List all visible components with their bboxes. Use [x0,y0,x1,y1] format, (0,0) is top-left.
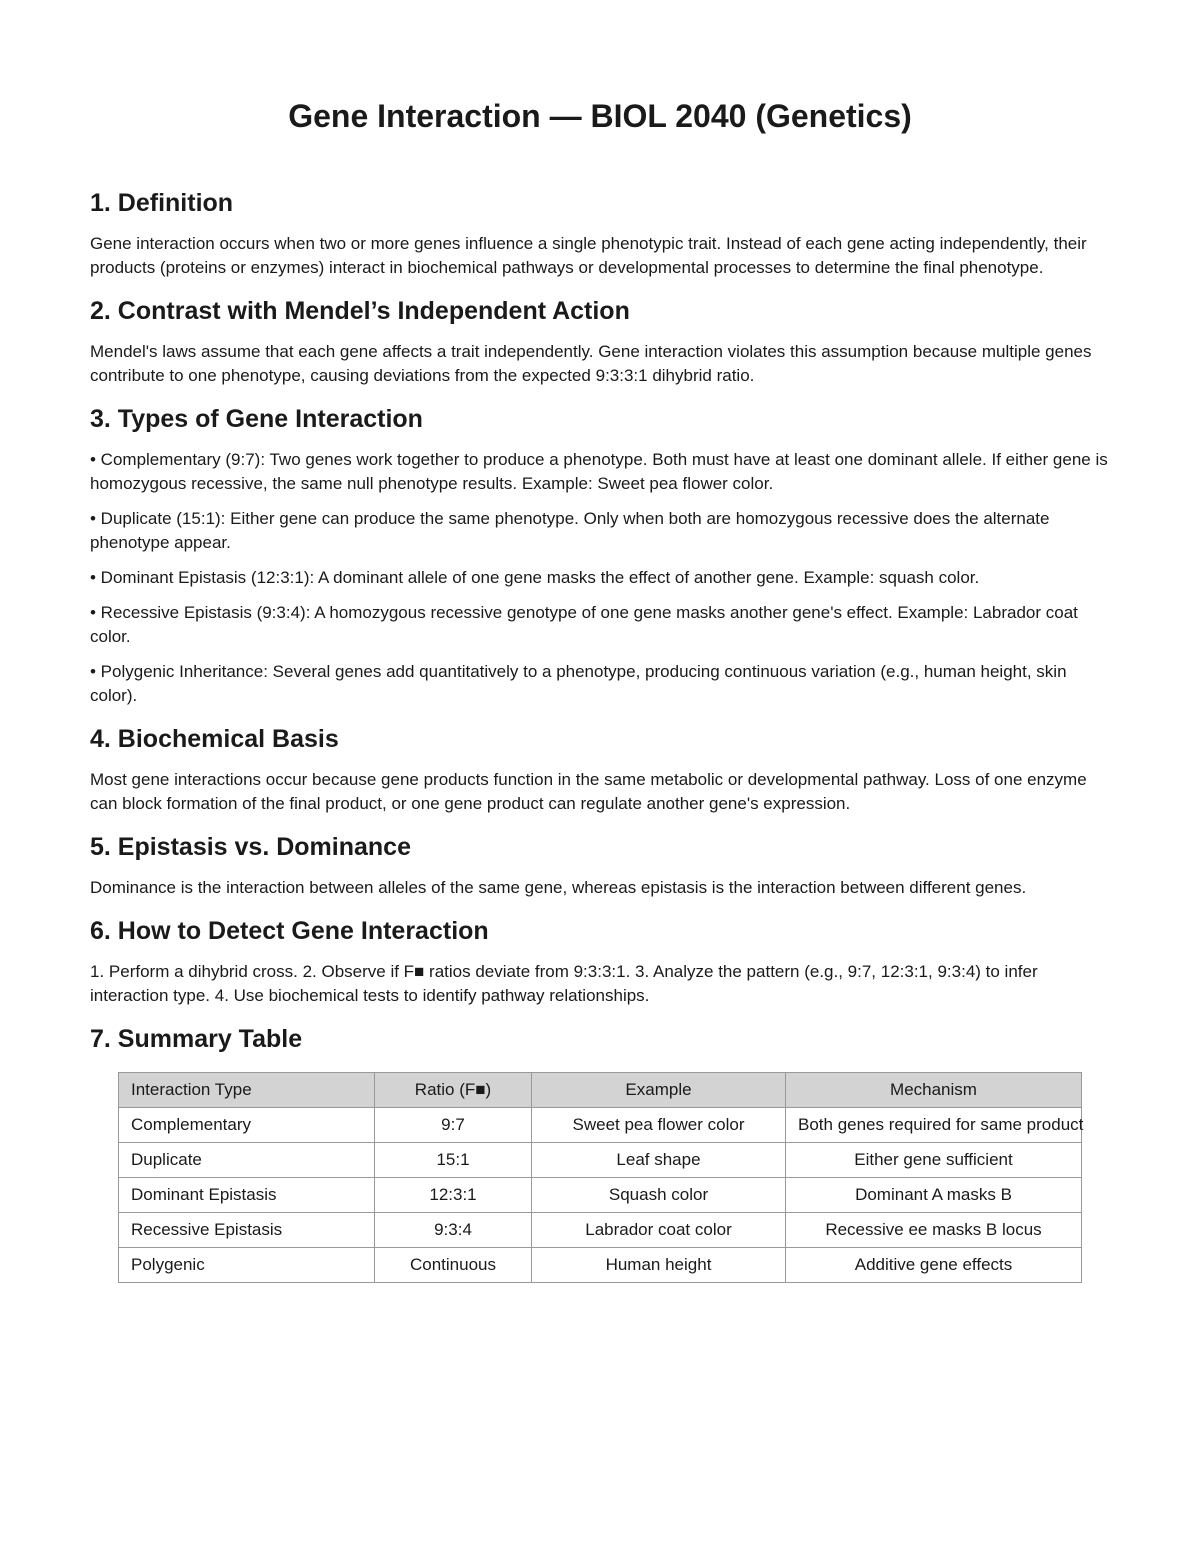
cell-ratio: 9:3:4 [375,1213,532,1248]
cell-mechanism: Additive gene effects [786,1248,1082,1283]
table-row [119,1108,1082,1143]
header-mechanism: Mechanism [786,1073,1082,1108]
summary-table [118,1072,1082,1283]
table-row [119,1213,1082,1248]
bullet-complementary: • Complementary (9:7): Two genes work together to produce a phenotype. Both must have at least one dominant allele. If either gene is homozygous recessive, the same null phenotype results. Example: Sweet pea flower color. [90,450,1108,493]
header-ratio: Ratio (F■) [375,1073,532,1108]
section-types [90,404,1110,708]
section-paragraph: Most gene interactions occur because gene products function in the same metabolic or developmental pathway. Loss of one enzyme can block formation of the final product, or one gene product can regulate another gene's expression. [90,770,1087,813]
section-epistasis-vs-dominance [90,832,1110,900]
cell-mechanism: Recessive ee masks B locus [786,1213,1082,1248]
cell-mechanism: Dominant A masks B [786,1178,1082,1213]
section-summary-table [90,1024,1110,1283]
section-heading: 7. Summary Table [90,1025,303,1053]
section-heading: 2. Contrast with Mendel’s Independent Action [90,297,630,325]
section-heading: 5. Epistasis vs. Dominance [90,833,411,861]
section-paragraph: 1. Perform a dihybrid cross. 2. Observe if F■ ratios deviate from 9:3:3:1. 3. Analyze the pattern (e.g., 9:7, 12:3:1, 9:3:4) to infer interaction type. 4. Use biochemical tests to identify pathway relationships. [90,962,1038,1005]
section-biochemical-basis [90,724,1110,816]
section-paragraph: Gene interaction occurs when two or more genes influence a single phenotypic trait. Instead of each gene acting independently, their products (proteins or enzymes) interact in biochemical pathways or developmental processes to determine the final phenotype. [90,234,1087,277]
cell-ratio: 12:3:1 [375,1178,532,1213]
cell-mechanism: Both genes required for same product [786,1108,1082,1143]
section-heading: 4. Biochemical Basis [90,725,339,753]
section-definition [90,188,1110,280]
document-title: Gene Interaction — BIOL 2040 (Genetics) [288,98,912,134]
header-interaction-type: Interaction Type [119,1073,375,1108]
bullet-polygenic: • Polygenic Inheritance: Several genes add quantitatively to a phenotype, producing continuous variation (e.g., human height, skin color). [90,662,1067,705]
header-example: Example [532,1073,786,1108]
section-contrast-mendel [90,296,1110,388]
cell-type: Dominant Epistasis [119,1178,375,1213]
cell-type: Recessive Epistasis [119,1213,375,1248]
section-heading: 1. Definition [90,189,234,217]
section-heading: 6. How to Detect Gene Interaction [90,917,489,945]
table-row [119,1178,1082,1213]
cell-ratio: 9:7 [375,1108,532,1143]
table-row [119,1143,1082,1178]
section-detect [90,916,1110,1008]
table-header-row [119,1073,1082,1108]
cell-ratio: 15:1 [375,1143,532,1178]
section-paragraph: Mendel's laws assume that each gene affects a trait independently. Gene interaction violates this assumption because multiple genes contribute to one phenotype, causing deviations from the expected 9:3:3:1 dihybrid ratio. [90,342,1092,385]
cell-mechanism: Either gene sufficient [786,1143,1082,1178]
cell-example: Labrador coat color [532,1213,786,1248]
bullet-duplicate: • Duplicate (15:1): Either gene can produce the same phenotype. Only when both are homozygous recessive does the alternate phenotype appear. [90,509,1050,552]
cell-ratio: Continuous [375,1248,532,1283]
cell-example: Sweet pea flower color [532,1108,786,1143]
cell-example: Squash color [532,1178,786,1213]
table-row [119,1248,1082,1283]
summary-table-wrapper [90,1068,1110,1283]
cell-type: Complementary [119,1108,375,1143]
cell-example: Human height [532,1248,786,1283]
cell-type: Duplicate [119,1143,375,1178]
cell-type: Polygenic [119,1248,375,1283]
bullet-dominant-epistasis: • Dominant Epistasis (12:3:1): A dominant allele of one gene masks the effect of another gene. Example: squash color. [90,568,980,587]
bullet-recessive-epistasis: • Recessive Epistasis (9:3:4): A homozygous recessive genotype of one gene masks another gene's effect. Example: Labrador coat color. [90,603,1078,646]
section-paragraph: Dominance is the interaction between alleles of the same gene, whereas epistasis is the interaction between different genes. [90,878,1027,897]
cell-example: Leaf shape [532,1143,786,1178]
section-heading: 3. Types of Gene Interaction [90,405,423,433]
